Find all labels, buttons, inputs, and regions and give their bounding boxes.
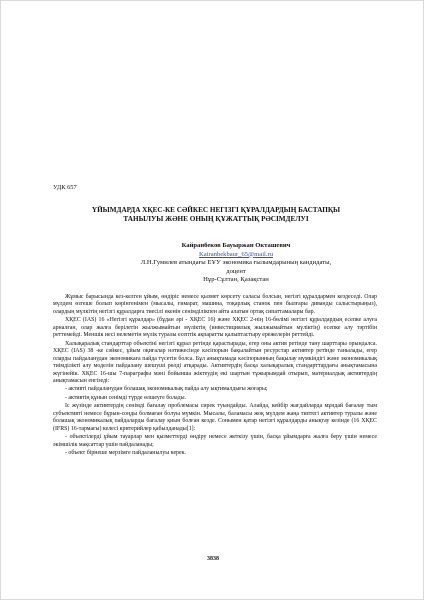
author-affiliation: Л.Н.Гумилев атындағы ЕҰУ экономика ғылымдарының кандидаты, доцент <box>140 259 332 275</box>
article-title <box>71 206 361 224</box>
author-email-link[interactable]: Kairanbekbaur_65@mail.ru <box>199 250 273 258</box>
author-block <box>131 242 341 285</box>
body-list-item: - активті пайдаланудан болашақ экономикалық пайда алу ықтималдығы жоғары; <box>65 386 268 393</box>
body-list-item: - активтің құнын сенімді түрде өлшеуге болады. <box>65 394 187 401</box>
author-name: Кайранбеков Бауыржан Окташевич <box>181 242 291 249</box>
title-line: ҮЙЫМДАРДА ХҚЕС-КЕ СӘЙКЕС НЕГІЗГІ ҚҰРАЛДАРДЫҢ БАСТАПҚЫ <box>91 206 341 214</box>
article-body <box>53 294 377 459</box>
body-list-item: - объектілерді ұйым тауарлар мен қызметтерді өндіру немесе жеткізу үшін, басқа ұйымдарға жалға беру үшін немесе әкімшілік мақсаттар үшін пайдаланады; <box>53 434 377 448</box>
body-list-item: - объект бірнеше мерзімге пайдаланылуы керек. <box>65 450 186 457</box>
body-paragraph: Іс жүзінде активтердің сенімді бағалау проблемасы сирек туындайды. Алайда, кейбір жағдайларда мұндай бағалау тым субъективті немесе бұрын-соңды болмаған болуы мүмкін. Мысалы, баламасы жоқ мүлдем жаңа типтегі активтер туралы және болашақ экономикалық пайдаларды бағалау қиын болған кезде. Сонымен қатар негізгі құралдарды анықтау кезінде (16 ХҚЕС (IFRS) 16-тармағы) келесі критерийлер қабылданады[1]: <box>53 403 377 432</box>
author-location: Нұр-Сұлтан, Қазақстан <box>203 276 269 284</box>
title-line: ТАНЫЛУЫ ЖӘНЕ ОНЫҢ ҚҰЖАТТЫҚ РӘСІМДЕЛУІ <box>123 215 309 224</box>
body-paragraph: Халықаралық стандарттар объектіні негізгі құрал ретінде қарастырады, егер оны актив ретінде тану шарттары орындалса. ХҚЕС (IAS) 38 -ке сәйкес, ұйым оқиғалар нәтижесінде кәсіпорын бақылайтын ресурстар активтер ретінде танылады, егер оларды пайдаланудан экономикаға пайда түсетін болса. Бұл анықтамада кәсіпорынның бақылау мүмкіндігі және экономикалық тиімділікті алу моделін пайдалану шешуші рөлді атқарады. Активтердің басқа халықаралық стандарттардағы анықтамасына жүгінейік. ХҚЕС 16-шы 7-параграфы мәні бойынша жіктеудің екі шартын тұжырымдай отырып, материалдық активтердің анықтамасын енгізеді: <box>53 340 377 384</box>
body-paragraph: ХҚЕС (IAS) 16 «Негізгі құралдар» (бұдан әрі - ХҚЕС 16) және ХҚЕС 2-нің 16-бөлімі негізгі құралдардың есепке алуға арналған, олар жалға берілетін жылжымайтын мүліктің (инвестициялық жылжымайтын мүліктің) есепке алу тәртібін реттемейді. Меншік иесі нелеметін мүлік туралы есептік ақпаратты қалыптастыру ережелерін реттейді. <box>53 317 377 339</box>
page-number: 3838 <box>207 556 219 562</box>
udk-code: УДК 657 <box>53 184 77 191</box>
body-paragraph: Жұмыс барысында кез-келген ұйым, өндіріс немесе қызмет көрсету саласы болсын, негізгі құралдармен кездеседі. Олар мүлдем өзгеше болып көрінгенімен (мысалы, ғимарат, машина, тоқарлық станок пен былғары диванды салыстырыңыз), олардың мүлкітің негізгі құралдарға тиесілі екенін сенімділікпен айта алатын ортақ сипаттамалары бар. <box>53 294 377 315</box>
